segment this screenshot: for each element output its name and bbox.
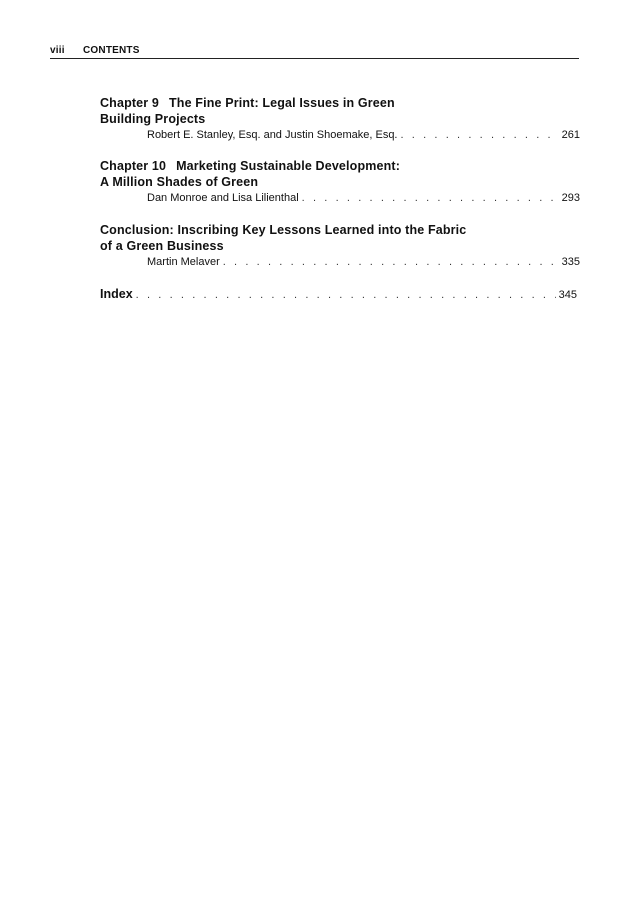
author-line [100,191,580,205]
page-number: 345 [558,289,577,301]
toc-entry-chapter-10[interactable] [100,158,580,205]
chapter-authors: Dan Monroe and Lisa Lilienthal [147,192,299,204]
author-line [100,255,580,269]
chapter-title-line-2: Building Projects [100,112,206,126]
page-number: 335 [561,256,580,268]
toc-entry-chapter-9[interactable] [100,95,580,142]
toc-entry-conclusion[interactable] [100,222,580,269]
author-line [100,128,580,142]
page-folio: viii [50,45,65,56]
chapter-heading [100,158,580,174]
chapter-title-line-1: Marketing Sustainable Development: [176,159,401,173]
chapter-number: Chapter 9 [100,96,160,110]
page-number: 261 [561,129,580,141]
dot-leader [401,128,559,142]
chapter-title-line-2: A Million Shades of Green [100,175,259,189]
conclusion-title-line-1: Conclusion: Inscribing Key Lessons Learned into the Fabric [100,223,467,237]
chapter-heading [100,95,580,111]
chapter-authors: Robert E. Stanley, Esq. and Justin Shoemake, Esq. [147,129,398,141]
index-label: Index [100,287,133,301]
dot-leader [136,289,556,301]
dot-leader [302,191,559,205]
page-number: 293 [561,192,580,204]
running-head [50,43,579,59]
chapter-title-line-1: The Fine Print: Legal Issues in Green [169,96,395,110]
chapter-authors: Martin Melaver [147,256,220,268]
chapter-number: Chapter 10 [100,159,167,173]
conclusion-title-line-2: of a Green Business [100,239,224,253]
dot-leader [223,255,559,269]
toc-entry-index[interactable] [100,287,577,301]
running-head-title: CONTENTS [83,45,140,56]
